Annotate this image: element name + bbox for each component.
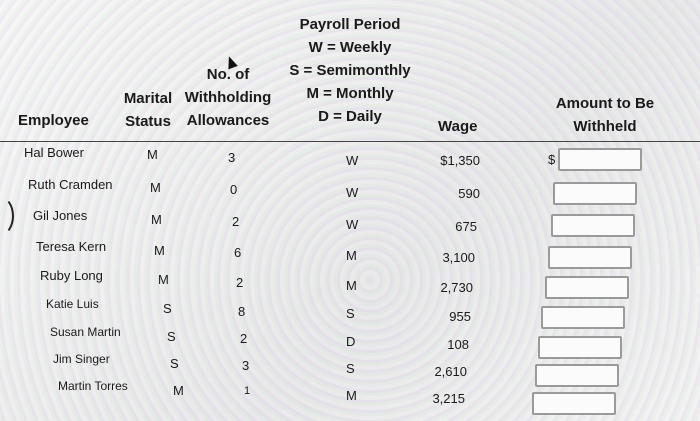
allowances: 2 [232,214,240,229]
withheld-input[interactable] [558,148,642,171]
marital-status: M [151,212,162,227]
dollar-sign: $ [548,152,556,167]
allowances: 0 [230,182,238,197]
withheld-input[interactable] [551,214,635,237]
withheld-input[interactable] [553,182,637,205]
wage: 2,610 [434,364,467,379]
marital-status: M [147,147,158,162]
payroll-period: W [346,153,359,168]
payroll-period: W [346,185,359,200]
employee-name: Ruth Cramden [28,177,113,192]
withheld-input[interactable] [545,276,629,299]
allowances: 3 [242,358,250,373]
payroll-period: S [346,306,355,321]
allowances: 1 [244,385,251,397]
allowances: 6 [234,245,242,260]
withheld-input[interactable] [535,364,619,387]
wage: 2,730 [440,280,473,295]
wage: 955 [449,309,471,324]
header-divider [0,141,700,142]
payroll-period: D [346,334,356,349]
payroll-period: M [346,278,357,293]
employee-name: Susan Martin [50,325,121,339]
wage: 3,100 [442,250,475,265]
wage: $1,350 [440,153,480,168]
wage: 675 [455,219,477,234]
marital-status: S [167,329,176,344]
withheld-input[interactable] [541,306,625,329]
payroll-period: M [346,248,357,263]
employee-name: Jim Singer [53,352,110,366]
header-payroll-period: Payroll Period W = Weekly S = Semimonthly M = Monthly D = Daily [289,16,411,125]
header-wage: Wage [438,118,478,135]
wage: 108 [447,337,469,352]
payroll-period: S [346,361,355,376]
allowances: 3 [228,150,236,165]
marital-status: M [158,272,169,287]
marital-status: S [170,356,179,371]
marital-status: S [163,301,172,316]
payroll-period: W [346,217,359,232]
wage: 3,215 [432,391,465,406]
allowances: 8 [238,304,246,319]
allowances: 2 [240,331,248,346]
allowances: 2 [236,275,244,290]
withheld-input[interactable] [532,392,616,415]
employee-name: Gil Jones [33,208,88,223]
employee-name: Teresa Kern [36,239,107,254]
header-withholding: No. of Withholding Allowances [184,66,272,129]
marital-status: M [173,383,184,398]
marital-status: M [150,180,161,195]
withheld-input[interactable] [538,336,622,359]
header-employee: Employee [18,112,89,129]
employee-name: Hal Bower [24,145,84,160]
edge-curve-artifact [0,196,14,236]
marital-status: M [154,243,165,258]
employee-name: Katie Luis [46,297,99,311]
withheld-input[interactable] [548,246,632,269]
employee-name: Martin Torres [58,379,128,393]
wage: 590 [458,186,480,201]
employee-name: Ruby Long [40,268,103,283]
payroll-period: M [346,388,357,403]
header-amount: Amount to Be Withheld [555,95,655,135]
header-marital: Marital Status [123,90,173,130]
